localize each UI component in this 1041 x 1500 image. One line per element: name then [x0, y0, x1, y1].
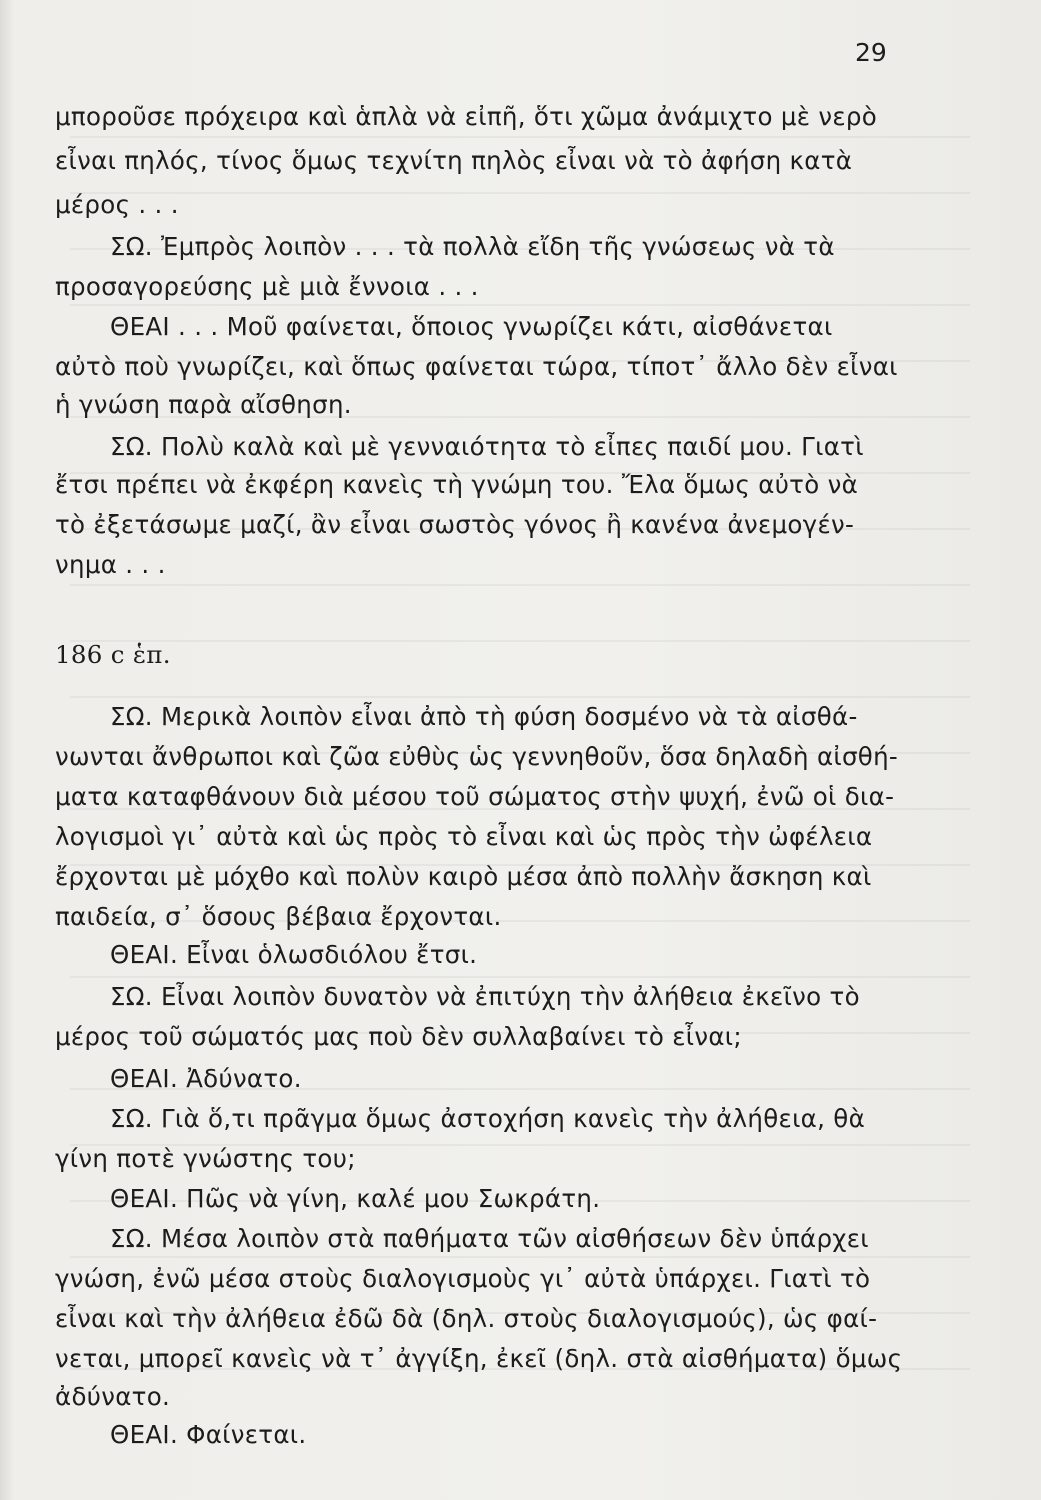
dialogue-line-socrates: ΣΩ. Εἶναι λοιπὸν δυνατὸν νὰ ἐπιτύχη τὴν ἀλήθεια ἐκεῖνο τὸ [110, 982, 860, 1011]
text-line: γνώση, ἐνῶ μέσα στοὺς διαλογισμοὺς γι᾽ αὐτὰ ὑπάρχει. Γιατὶ τὸ [55, 1264, 871, 1293]
text-line: ἀδύνατο. [55, 1382, 171, 1411]
text-line: λογισμοὶ γι᾽ αὐτὰ καὶ ὡς πρὸς τὸ εἶναι καὶ ὡς πρὸς τὴν ὠφέλεια [55, 822, 873, 851]
dialogue-line-theaetetus: ΘΕΑΙ. Πῶς νὰ γίνη, καλέ μου Σωκράτη. [110, 1184, 601, 1213]
dialogue-line-theaetetus: ΘΕΑΙ. Φαίνεται. [110, 1420, 307, 1449]
text-line: προσαγορεύσης μὲ μιὰ ἔννοια . . . [55, 272, 479, 301]
dialogue-line-theaetetus: ΘΕΑΙ . . . Μοῦ φαίνεται, ὅποιος γνωρίζει κάτι, αἰσθάνεται [110, 312, 833, 341]
text-line: μέρος τοῦ σώματός μας ποὺ δὲν συλλαβαίνει τὸ εἶναι; [55, 1022, 742, 1051]
dialogue-line-socrates: ΣΩ. Ἐμπρὸς λοιπὸν . . . τὰ πολλὰ εἴδη τῆς γνώσεως νὰ τὰ [110, 232, 835, 261]
dialogue-line-socrates: ΣΩ. Μέσα λοιπὸν στὰ παθήματα τῶν αἰσθήσεων δὲν ὑπάρχει [110, 1224, 869, 1253]
text-line: τὸ ἐξετάσωμε μαζί, ἂν εἶναι σωστὸς γόνος ἢ κανένα ἀνεμογέν- [55, 510, 855, 539]
text-line: μποροῦσε πρόχειρα καὶ ἁπλὰ νὰ εἰπῆ, ὅτι χῶμα ἀνάμιχτο μὲ νερὸ [55, 102, 878, 131]
text-line: ἔτσι πρέπει νὰ ἐκφέρη κανεὶς τὴ γνώμη του. Ἔλα ὅμως αὐτὸ νὰ [55, 470, 859, 499]
section-reference: 186 c ἑπ. [55, 640, 171, 669]
text-line: νημα . . . [55, 550, 166, 579]
text-line: μέρος . . . [55, 190, 179, 219]
text-line: νεται, μπορεῖ κανεὶς νὰ τ᾽ ἀγγίξη, ἐκεῖ (δηλ. στὰ αἰσθήματα) ὅμως [55, 1344, 903, 1373]
text-line: ἡ γνώση παρὰ αἴσθηση. [55, 390, 352, 419]
text-line: αὐτὸ ποὺ γνωρίζει, καὶ ὅπως φαίνεται τώρα, τίποτ᾽ ἄλλο δὲν εἶναι [55, 352, 898, 381]
text-line: ἔρχονται μὲ μόχθο καὶ πολὺν καιρὸ μέσα ἀπὸ πολλὴν ἄσκηση καὶ [55, 862, 872, 891]
text-line: νωνται ἄνθρωποι καὶ ζῶα εὐθὺς ὡς γεννηθοῦν, ὅσα δηλαδὴ αἰσθή- [55, 742, 899, 771]
dialogue-line-socrates: ΣΩ. Πολὺ καλὰ καὶ μὲ γενναιότητα τὸ εἶπες παιδί μου. Γιατὶ [110, 432, 864, 461]
text-line: παιδεία, σ᾽ ὅσους βέβαια ἔρχονται. [55, 902, 502, 931]
dialogue-line-theaetetus: ΘΕΑΙ. Ἀδύνατο. [110, 1064, 302, 1093]
text-line: ματα καταφθάνουν διὰ μέσου τοῦ σώματος στὴν ψυχή, ἐνῶ οἱ δια- [55, 782, 895, 811]
text-line: γίνη ποτὲ γνώστης του; [55, 1144, 356, 1173]
dialogue-line-theaetetus: ΘΕΑΙ. Εἶναι ὁλωσδιόλου ἔτσι. [110, 940, 478, 969]
text-line: εἶναι πηλός, τίνος ὅμως τεχνίτη πηλὸς εἶναι νὰ τὸ ἀφήση κατὰ [55, 146, 853, 175]
text-line: εἶναι καὶ τὴν ἀλήθεια ἐδῶ δὰ (δηλ. στοὺς διαλογισμούς), ὡς φαί- [55, 1304, 878, 1333]
page-number: 29 [855, 38, 887, 67]
dialogue-line-socrates: ΣΩ. Μερικὰ λοιπὸν εἶναι ἀπὸ τὴ φύση δοσμένο νὰ τὰ αἰσθά- [110, 702, 858, 731]
dialogue-line-socrates: ΣΩ. Γιὰ ὅ,τι πρᾶγμα ὅμως ἀστοχήση κανεὶς τὴν ἀλήθεια, θὰ [110, 1104, 866, 1133]
